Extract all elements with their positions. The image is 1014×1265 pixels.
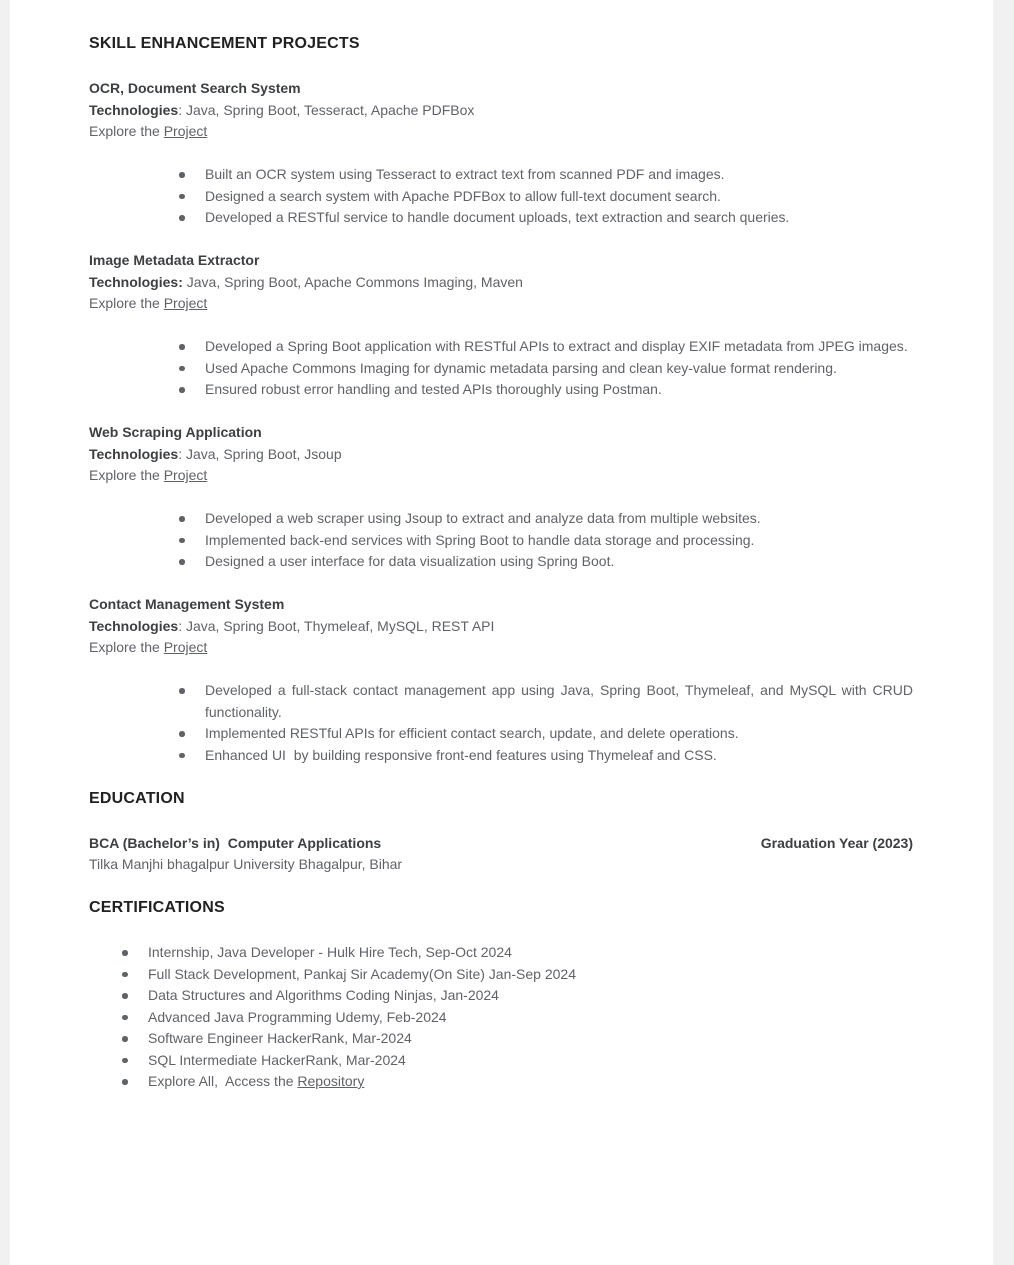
- project-bullet: Used Apache Commons Imaging for dynamic metadata parsing and clean key-value format rendering.: [205, 358, 913, 380]
- explore-all-prefix: Explore All, Access the: [148, 1073, 298, 1089]
- project-bullet: Built an OCR system using Tesseract to extract text from scanned PDF and images.: [205, 164, 913, 186]
- explore-prefix: Explore the: [89, 639, 164, 655]
- section-heading-education: EDUCATION: [89, 789, 185, 807]
- technologies-label: Technologies: [89, 617, 179, 634]
- university-name: Tilka Manjhi bhagalpur University Bhagalpur, Bihar: [89, 856, 403, 872]
- section-heading-certifications: CERTIFICATIONS: [89, 899, 225, 916]
- repository-link[interactable]: Repository: [297, 1073, 365, 1089]
- explore-line: [89, 637, 913, 659]
- project-entry: [89, 594, 917, 766]
- project-bullet: Enhanced UI by building responsive front-end features using Thymeleaf and CSS.: [205, 745, 913, 767]
- certification-item: Advanced Java Programming Udemy, Feb-2024: [148, 1007, 913, 1029]
- technologies-label: Technologies: [89, 101, 179, 118]
- technologies-label: Technologies: [89, 445, 179, 462]
- explore-prefix: Explore the: [89, 295, 164, 311]
- explore-line: [89, 293, 913, 315]
- project-entry: [89, 250, 913, 401]
- project-bullet: Developed a RESTful service to handle document uploads, text extraction and search queries.: [205, 207, 913, 229]
- technologies-value: : Java, Spring Boot, Tesseract, Apache PDFBox: [178, 101, 475, 118]
- certification-item: Software Engineer HackerRank, Mar-2024: [148, 1028, 913, 1050]
- technologies-value: : Java, Spring Boot, Thymeleaf, MySQL, REST API: [178, 617, 495, 634]
- project-title: Contact Management System: [89, 596, 285, 612]
- certification-item-explore-all: [148, 1071, 913, 1093]
- project-bullet: Developed a web scraper using Jsoup to extract and analyze data from multiple websites.: [205, 508, 913, 530]
- technologies-value: Java, Spring Boot, Apache Commons Imaging, Maven: [182, 273, 523, 290]
- project-bullet: Ensured robust error handling and tested APIs thoroughly using Postman.: [205, 379, 913, 401]
- project-title: Image Metadata Extractor: [89, 252, 260, 268]
- certification-item: Data Structures and Algorithms Coding Ninjas, Jan-2024: [148, 985, 913, 1007]
- certifications-list: [89, 942, 913, 1093]
- projects-list: [89, 78, 917, 766]
- graduation-year: Graduation Year (2023): [760, 834, 913, 851]
- project-bullet: Developed a full-stack contact management app using Java, Spring Boot, Thymeleaf, and MySQL with CRUD functionality.: [205, 680, 913, 723]
- explore-line: [89, 465, 913, 487]
- explore-prefix: Explore the: [89, 467, 164, 483]
- resume-content: [10, 0, 993, 1093]
- project-link[interactable]: Project: [163, 639, 208, 655]
- project-link[interactable]: Project: [163, 123, 208, 139]
- project-entry: [89, 422, 913, 573]
- project-bullet: Developed a Spring Boot application with RESTful APIs to extract and display EXIF metadata from JPEG images.: [205, 336, 913, 358]
- explore-line: [89, 121, 913, 143]
- project-title: Web Scraping Application: [89, 424, 262, 440]
- project-link[interactable]: Project: [163, 295, 208, 311]
- project-technologies-line: [89, 444, 913, 466]
- section-heading-skill-enhancement-projects: SKILL ENHANCEMENT PROJECTS: [89, 35, 360, 52]
- project-bullet-list: [89, 336, 913, 401]
- project-link[interactable]: Project: [163, 467, 208, 483]
- project-bullet-list: [89, 508, 913, 573]
- project-bullet: Designed a search system with Apache PDFBox to allow full-text document search.: [205, 186, 913, 208]
- project-technologies-line: [89, 100, 913, 122]
- project-bullet-list: [89, 164, 913, 229]
- technologies-label: Technologies:: [89, 273, 183, 290]
- project-technologies-line: [89, 616, 913, 638]
- certification-item: Internship, Java Developer - Hulk Hire Tech, Sep-Oct 2024: [148, 942, 913, 964]
- certification-item: Full Stack Development, Pankaj Sir Academy(On Site) Jan-Sep 2024: [148, 964, 913, 986]
- document-page: [10, 0, 993, 1265]
- project-technologies-line: [89, 272, 913, 294]
- project-bullet: Implemented back-end services with Spring Boot to handle data storage and processing.: [205, 530, 913, 552]
- education-entry: [89, 833, 913, 855]
- project-bullet: Designed a user interface for data visualization using Spring Boot.: [205, 551, 913, 573]
- project-entry: [89, 78, 913, 229]
- technologies-value: : Java, Spring Boot, Jsoup: [178, 445, 342, 462]
- certification-item: SQL Intermediate HackerRank, Mar-2024: [148, 1050, 913, 1072]
- project-bullet: Implemented RESTful APIs for efficient contact search, update, and delete operations.: [205, 723, 913, 745]
- explore-prefix: Explore the: [89, 123, 164, 139]
- degree-title: BCA (Bachelor’s in) Computer Applications: [89, 834, 382, 851]
- project-bullet-list: [89, 680, 917, 766]
- project-title: OCR, Document Search System: [89, 80, 301, 96]
